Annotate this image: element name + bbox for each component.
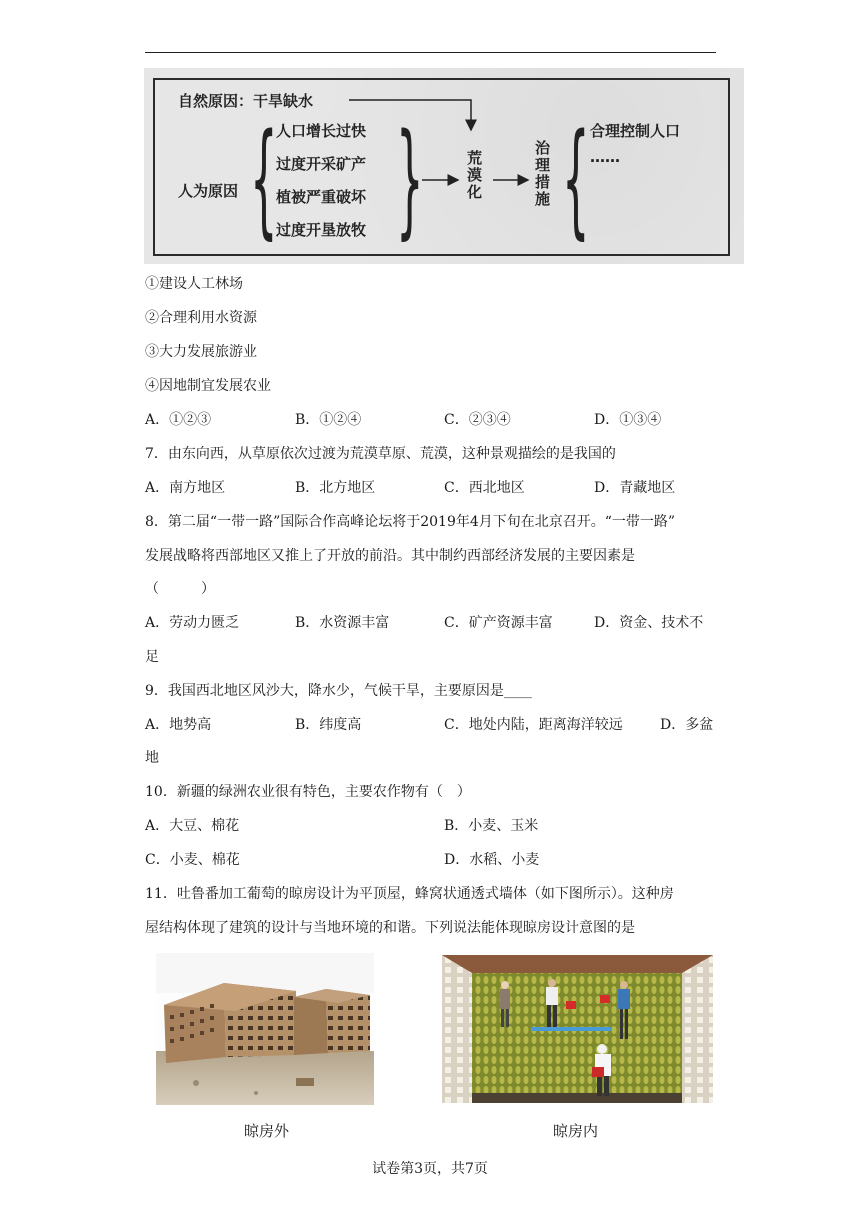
diagram-arrows — [144, 68, 744, 264]
q9-option-d-wrap: 地 — [145, 750, 159, 766]
treatment-label: 治理措施 — [533, 140, 551, 208]
q6-option-d[interactable]: D．①③④ — [594, 412, 662, 428]
q8-option-d-wrap: 足 — [145, 649, 159, 665]
human-cause-4: 过度开垦放牧 — [276, 221, 367, 239]
q7-option-c[interactable]: C．西北地区 — [444, 480, 525, 496]
q10-option-c[interactable]: C．小麦、棉花 — [145, 852, 240, 868]
measure-1: 合理控制人口 — [590, 122, 681, 140]
caption-interior: 晾房内 — [553, 1122, 599, 1140]
human-cause-3: 植被严重破坏 — [276, 188, 367, 206]
measure-2: …… — [590, 148, 620, 166]
q7-option-b[interactable]: B．北方地区 — [295, 480, 376, 496]
q7-option-a[interactable]: A．南方地区 — [145, 480, 226, 496]
natural-cause-text: 自然原因：干旱缺水 — [178, 92, 314, 110]
q10-stem: 10．新疆的绿洲农业很有特色，主要农作物有（ ） — [145, 784, 471, 800]
q6-item-2: ②合理利用水资源 — [145, 310, 257, 326]
q11-stem-line-2: 屋结构体现了建筑的设计与当地环境的和谐。下列说法能体现晾房设计意图的是 — [145, 920, 635, 936]
q10-option-b[interactable]: B．小麦、玉米 — [444, 818, 539, 834]
q6-option-b[interactable]: B．①②④ — [295, 412, 362, 428]
q9-option-c[interactable]: C．地处内陆，距离海洋较远 — [444, 717, 623, 733]
right-brace: } — [396, 108, 424, 252]
q8-stem-line-2: 发展战略将西部地区又推上了开放的前沿。其中制约西部经济发展的主要因素是 — [145, 548, 635, 564]
left-brace: { — [250, 108, 278, 252]
q10-option-a[interactable]: A．大豆、棉花 — [145, 818, 240, 834]
q7-option-d[interactable]: D．青藏地区 — [594, 480, 676, 496]
q7-stem: 7．由东向西，从草原依次过渡为荒漠草原、荒漠，这种景观描绘的是我国的 — [145, 446, 616, 462]
drying-house-exterior-photo — [156, 953, 374, 1105]
q6-option-a[interactable]: A．①②③ — [145, 412, 212, 428]
drying-house-interior-photo — [442, 955, 713, 1103]
page-footer: 试卷第3页，共7页 — [372, 1161, 488, 1177]
q8-stem-line-1: 8．第二届“一带一路”国际合作高峰论坛将于2019年4月下旬在北京召开。“一带一路” — [145, 514, 676, 530]
measures-brace: { — [562, 108, 590, 252]
q9-option-a[interactable]: A．地势高 — [145, 717, 212, 733]
q9-stem: 9．我国西北地区风沙大，降水少，气候干旱，主要原因是____ — [145, 683, 532, 699]
q9-option-d[interactable]: D．多盆 — [660, 717, 714, 733]
q6-item-3: ③大力发展旅游业 — [145, 344, 257, 360]
q6-item-1: ①建设人工林场 — [145, 276, 243, 292]
q8-option-c[interactable]: C．矿产资源丰富 — [444, 615, 553, 631]
q6-option-c[interactable]: C．②③④ — [444, 412, 511, 428]
q11-stem-line-1: 11．吐鲁番加工葡萄的晾房设计为平顶屋，蜂窝状通透式墙体（如下图所示）。这种房 — [145, 886, 674, 902]
human-cause-label: 人为原因 — [178, 182, 239, 200]
human-cause-1: 人口增长过快 — [276, 122, 367, 140]
q6-item-4: ④因地制宜发展农业 — [145, 378, 271, 394]
q10-option-d[interactable]: D．水稻、小麦 — [444, 852, 540, 868]
q9-option-b[interactable]: B．纬度高 — [295, 717, 362, 733]
caption-exterior: 晾房外 — [244, 1122, 290, 1140]
header-rule — [145, 52, 716, 53]
q8-option-b[interactable]: B．水资源丰富 — [295, 615, 390, 631]
q8-answer-blank: （ ） — [145, 581, 215, 597]
q8-option-a[interactable]: A．劳动力匮乏 — [145, 615, 240, 631]
human-cause-2: 过度开采矿产 — [276, 155, 367, 173]
q8-option-d[interactable]: D．资金、技术不 — [594, 615, 704, 631]
desertification-label: 荒漠化 — [465, 150, 483, 201]
desertification-diagram — [144, 68, 744, 264]
